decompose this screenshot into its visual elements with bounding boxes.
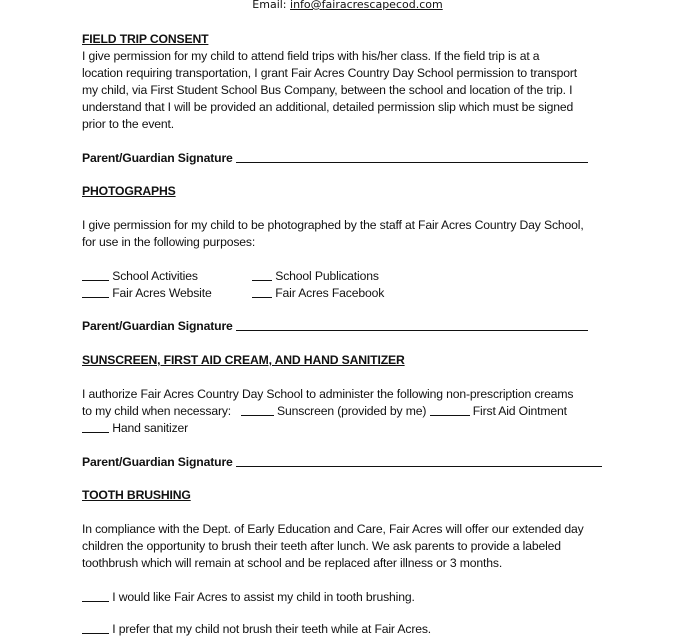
fair-acres-website-blank[interactable]: [82, 285, 109, 298]
sunscreen-prefix: to my child when necessary:: [82, 404, 232, 418]
signature-label: Parent/Guardian Signature: [82, 319, 233, 333]
email-line: [0, 0, 695, 13]
sunscreen-option-label: Sunscreen (provided by me): [277, 404, 427, 418]
hand-sanitizer-blank[interactable]: [82, 420, 109, 433]
photo-options-row-1: [82, 268, 622, 285]
sunscreen-heading: SUNSCREEN, FIRST AID CREAM, AND HAND SANITIZER: [82, 353, 405, 367]
fair-acres-facebook-label: Fair Acres Facebook: [275, 286, 385, 300]
school-activities-label: School Activities: [112, 269, 198, 283]
hand-sanitizer-line: [82, 420, 188, 437]
field-trip-text-line: location requiring transportation, I grant Fair Acres Country Day School permission to transport: [82, 66, 578, 80]
signature-label: Parent/Guardian Signature: [82, 151, 233, 165]
field-trip-heading: FIELD TRIP CONSENT: [82, 32, 209, 46]
photographs-text-line: for use in the following purposes:: [82, 235, 256, 249]
photographs-signature-row: [82, 318, 588, 335]
field-trip-text-line: understand that I will be provided an additional, detailed permission slip which must be signed: [82, 100, 574, 114]
photographs-heading: PHOTOGRAPHS: [82, 184, 176, 198]
email-link[interactable]: info@fairacrescapecod.com: [290, 0, 443, 11]
field-trip-text-line: I give permission for my child to attend field trips with his/her class. If the field trip is at a: [82, 49, 540, 63]
first-aid-blank[interactable]: [430, 403, 470, 416]
fair-acres-website-label: Fair Acres Website: [112, 286, 212, 300]
photo-options-row-2: [82, 285, 622, 302]
tooth-brushing-text-line: toothbrush which will remain at school and be replaced after illness or 3 months.: [82, 556, 503, 570]
school-publications-label: School Publications: [275, 269, 379, 283]
school-publications-blank[interactable]: [252, 268, 272, 281]
sunscreen-options-line: [82, 403, 567, 420]
tooth-assist-label: I would like Fair Acres to assist my child in tooth brushing.: [112, 590, 415, 604]
tooth-assist-option: [82, 589, 415, 606]
sunscreen-signature-field[interactable]: [236, 454, 602, 467]
field-trip-signature-row: [82, 150, 588, 167]
tooth-brushing-heading: TOOTH BRUSHING: [82, 488, 191, 502]
signature-label: Parent/Guardian Signature: [82, 455, 233, 469]
tooth-assist-blank[interactable]: [82, 589, 109, 602]
first-aid-option-label: First Aid Ointment: [472, 404, 567, 418]
sunscreen-signature-row: [82, 454, 602, 471]
hand-sanitizer-label: Hand sanitizer: [112, 421, 189, 435]
field-trip-text-line: prior to the event.: [82, 117, 174, 131]
tooth-brushing-text-line: children the opportunity to brush their teeth after lunch. We ask parents to provide a labeled: [82, 539, 561, 553]
tooth-brushing-text-line: In compliance with the Dept. of Early Education and Care, Fair Acres will offer our extended day: [82, 522, 584, 536]
sunscreen-text-line: I authorize Fair Acres Country Day School to administer the following non-prescription creams: [82, 387, 574, 401]
sunscreen-blank[interactable]: [241, 403, 274, 416]
school-activities-blank[interactable]: [82, 268, 109, 281]
fair-acres-facebook-blank[interactable]: [252, 285, 272, 298]
photographs-text-line: I give permission for my child to be photographed by the staff at Fair Acres Country Day School,: [82, 218, 584, 232]
photographs-signature-field[interactable]: [236, 318, 588, 331]
tooth-not-label: I prefer that my child not brush their teeth while at Fair Acres.: [112, 622, 432, 636]
field-trip-text-line: my child, via First Student School Bus Company, between the school and location of the trip. I: [82, 83, 573, 97]
tooth-not-blank[interactable]: [82, 621, 109, 634]
email-label: Email:: [252, 0, 287, 11]
field-trip-signature-field[interactable]: [236, 150, 588, 163]
